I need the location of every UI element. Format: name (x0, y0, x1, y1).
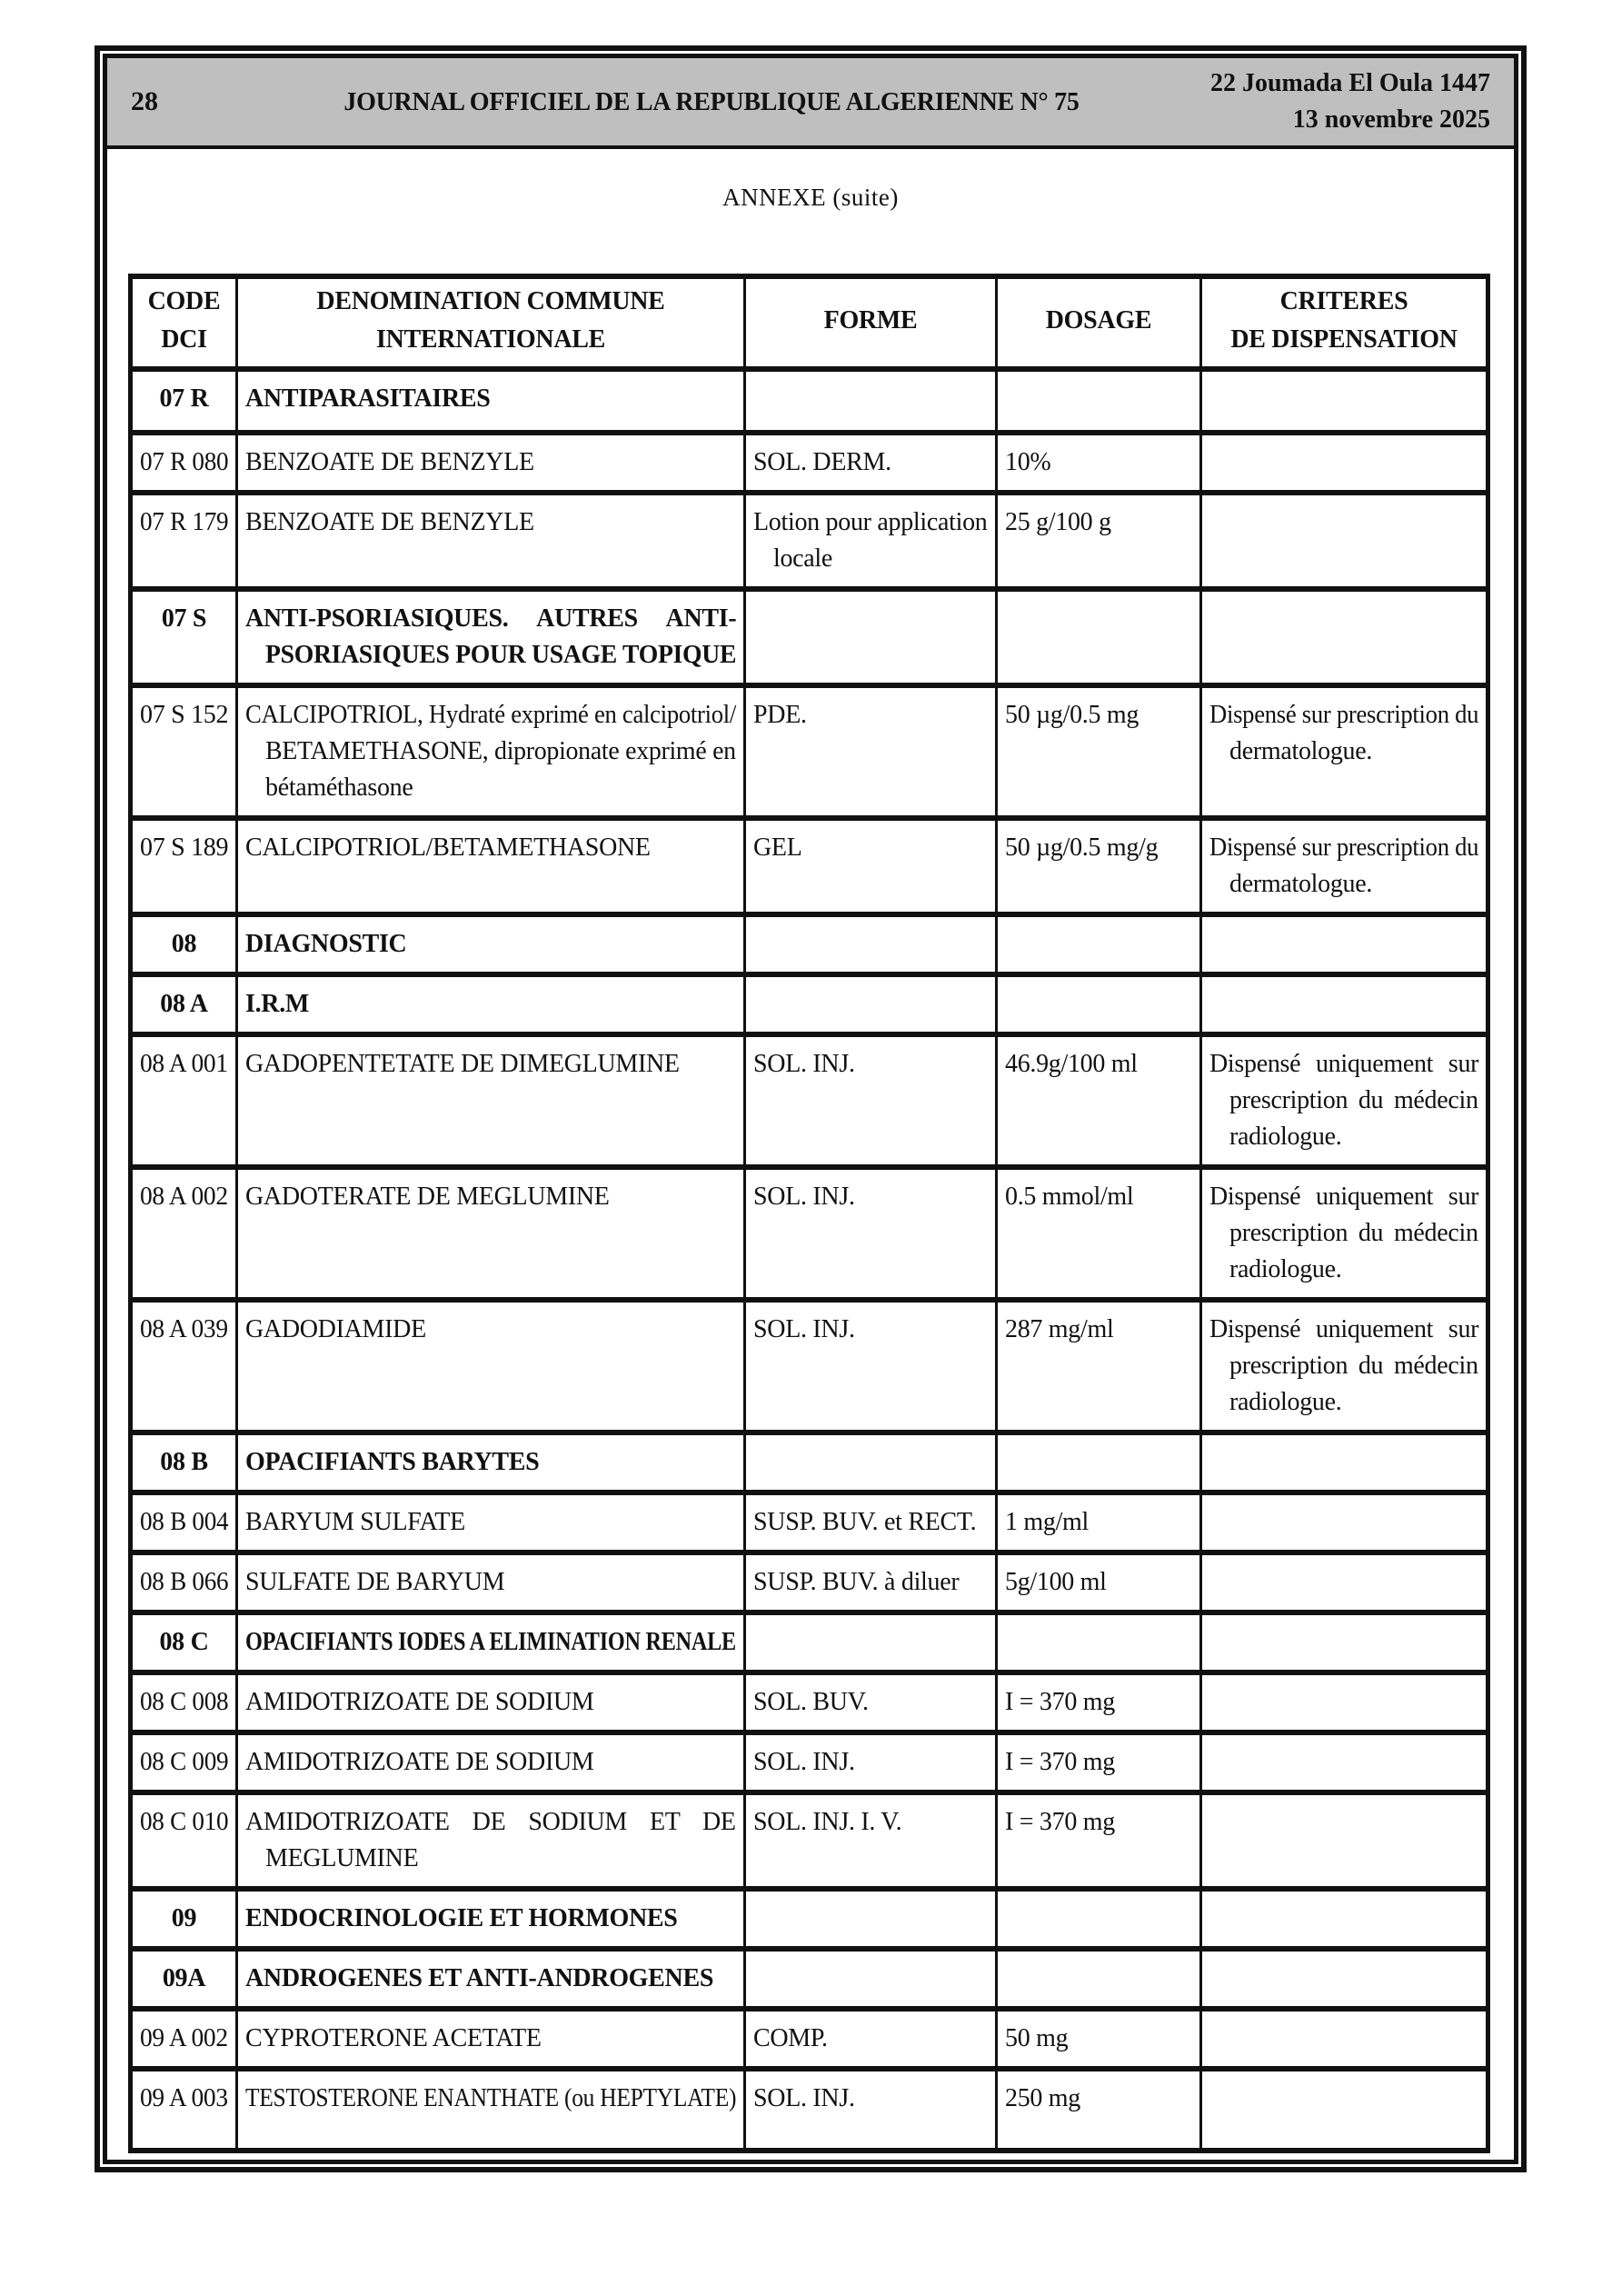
table-row (131, 1552, 1488, 1612)
criteres-cell (1201, 1492, 1488, 1552)
criteres-text: dermatologue. (1229, 737, 1373, 765)
forme-text: SOL. INJ. (753, 1050, 855, 1078)
code-text: 09 A 002 (140, 2024, 228, 2052)
dosage-cell (997, 1167, 1201, 1300)
header-denomination-line1: DENOMINATION COMMUNE (316, 287, 665, 315)
forme-cell (745, 1612, 997, 1672)
criteres-cell (1201, 589, 1488, 685)
section-row (131, 1612, 1488, 1672)
section-row (131, 1889, 1488, 1949)
forme-cell (745, 1792, 997, 1889)
dosage-text: 1 mg/ml (1005, 1508, 1090, 1536)
code-text: 07 R (159, 384, 209, 413)
code-cell (131, 1949, 237, 2009)
dosage-cell (997, 2009, 1201, 2069)
criteres-cell (1201, 1552, 1488, 1612)
criteres-text: Dispensé sur prescription du (1209, 701, 1479, 729)
code-text: 07 S 152 (140, 701, 229, 729)
code-text: 07 S 189 (140, 834, 229, 862)
dci-text: CALCIPOTRIOL/BETAMETHASONE (245, 834, 651, 862)
code-cell (131, 1492, 237, 1552)
code-cell (131, 1433, 237, 1492)
dosage-text: 0.5 mmol/ml (1005, 1183, 1134, 1211)
code-text: 07 R 080 (140, 448, 229, 476)
dosage-text: 50 µg/0.5 mg (1005, 701, 1139, 729)
forme-cell (745, 433, 997, 493)
dosage-cell (997, 369, 1201, 433)
criteres-text: radiologue. (1229, 1255, 1342, 1283)
criteres-cell (1201, 1034, 1488, 1167)
issue-dates (1210, 65, 1490, 138)
annexe-title: ANNEXE (suite) (722, 184, 899, 211)
dosage-cell (997, 1552, 1201, 1612)
forme-text: Lotion pour application (753, 508, 988, 536)
section-row (131, 1949, 1488, 2009)
forme-text: GEL (753, 834, 802, 862)
criteres-text: prescription du médecin (1229, 1086, 1478, 1114)
dosage-text: 50 mg (1005, 2024, 1069, 2052)
forme-cell (745, 974, 997, 1034)
code-cell (131, 369, 237, 433)
dci-text: GADODIAMIDE (245, 1315, 426, 1343)
forme-cell (745, 1300, 997, 1433)
forme-text: PDE. (753, 701, 807, 729)
code-text: 08 C 008 (140, 1688, 229, 1716)
criteres-cell (1201, 493, 1488, 589)
table-row (131, 493, 1488, 589)
table-row (131, 1792, 1488, 1889)
code-text: 09 (171, 1904, 197, 1932)
dosage-cell (997, 493, 1201, 589)
forme-cell (745, 914, 997, 974)
header-dosage (997, 276, 1201, 369)
code-text: 08 B 066 (140, 1568, 229, 1596)
dosage-text: 250 mg (1005, 2084, 1080, 2112)
dci-cell (237, 1889, 745, 1949)
table-row (131, 1167, 1488, 1300)
code-cell (131, 1167, 237, 1300)
dci-text: ANTI-PSORIASIQUES. AUTRES ANTI- (245, 604, 737, 633)
dosage-cell (997, 1300, 1201, 1433)
dci-text: OPACIFIANTS IODES A ELIMINATION RENALE (245, 1628, 736, 1656)
forme-cell (745, 1889, 997, 1949)
dci-text: OPACIFIANTS BARYTES (245, 1448, 540, 1476)
criteres-text: dermatologue. (1229, 870, 1373, 898)
dci-text: bétaméthasone (265, 774, 413, 802)
forme-cell (745, 589, 997, 685)
table-row (131, 1300, 1488, 1433)
page-border-outer (95, 45, 1527, 2172)
table-row (131, 1034, 1488, 1167)
code-text: 08 A 001 (140, 1050, 228, 1078)
forme-cell (745, 1949, 997, 2009)
dci-text: BETAMETHASONE, dipropionate exprimé en (265, 737, 736, 765)
header-code-dci (131, 276, 237, 369)
dci-cell (237, 1167, 745, 1300)
criteres-text: radiologue. (1229, 1388, 1342, 1416)
dosage-cell (997, 1492, 1201, 1552)
header-denomination-line2: INTERNATIONALE (376, 325, 605, 354)
dosage-cell (997, 914, 1201, 974)
code-text: 08 B 004 (140, 1508, 229, 1536)
dosage-text: 25 g/100 g (1005, 508, 1111, 536)
forme-text: SUSP. BUV. et RECT. (753, 1508, 977, 1536)
dci-cell (237, 685, 745, 818)
dci-text: CYPROTERONE ACETATE (245, 2024, 542, 2052)
dosage-cell (997, 818, 1201, 914)
dosage-text: I = 370 mg (1005, 1748, 1115, 1776)
code-text: 08 A (160, 990, 208, 1018)
code-cell (131, 914, 237, 974)
dci-cell (237, 369, 745, 433)
dci-cell (237, 1672, 745, 1732)
forme-text: SOL. INJ. (753, 1748, 855, 1776)
dosage-cell (997, 1672, 1201, 1732)
dci-cell (237, 1552, 745, 1612)
code-cell (131, 1300, 237, 1433)
dci-cell (237, 1792, 745, 1889)
header-dosage-label: DOSAGE (1045, 306, 1152, 334)
forme-cell (745, 1732, 997, 1792)
dci-text: I.R.M (245, 990, 310, 1018)
dci-text: SULFATE DE BARYUM (245, 1568, 505, 1596)
header-code-line2: DCI (161, 325, 207, 354)
dci-cell (237, 914, 745, 974)
criteres-cell (1201, 685, 1488, 818)
code-cell (131, 818, 237, 914)
criteres-cell (1201, 1732, 1488, 1792)
forme-text: SOL. INJ. (753, 1183, 855, 1211)
dci-text: BENZOATE DE BENZYLE (245, 448, 534, 476)
dci-text: AMIDOTRIZOATE DE SODIUM (245, 1688, 594, 1716)
dci-cell (237, 1949, 745, 2009)
table-body (131, 369, 1488, 2151)
code-text: 08 C (159, 1628, 209, 1656)
criteres-cell (1201, 433, 1488, 493)
dci-text: CALCIPOTRIOL, Hydraté exprimé en calcipotriol/ (245, 701, 737, 729)
code-cell (131, 1732, 237, 1792)
dosage-cell (997, 1889, 1201, 1949)
criteres-cell (1201, 1433, 1488, 1492)
criteres-cell (1201, 1792, 1488, 1889)
dci-cell (237, 589, 745, 685)
forme-text: locale (773, 544, 833, 573)
header-criteres-line1: CRITERES (1279, 287, 1408, 315)
dci-table (128, 274, 1490, 2153)
date-hijri: 22 Joumada El Oula 1447 (1209, 69, 1490, 97)
code-text: 08 A 039 (140, 1315, 228, 1343)
dosage-cell (997, 685, 1201, 818)
dci-cell (237, 1300, 745, 1433)
code-cell (131, 1612, 237, 1672)
criteres-text: prescription du médecin (1229, 1219, 1478, 1247)
code-cell (131, 493, 237, 589)
criteres-cell (1201, 1672, 1488, 1732)
dosage-cell (997, 2069, 1201, 2151)
table-row (131, 1732, 1488, 1792)
code-text: 08 (171, 930, 197, 958)
forme-cell (745, 1492, 997, 1552)
table-header-row (131, 276, 1488, 369)
criteres-cell (1201, 2009, 1488, 2069)
code-text: 09 A 003 (140, 2084, 228, 2112)
table-row (131, 1672, 1488, 1732)
dci-cell (237, 974, 745, 1034)
section-row (131, 974, 1488, 1034)
forme-text: SOL. DERM. (753, 448, 891, 476)
section-row (131, 589, 1488, 685)
header-forme (745, 276, 997, 369)
code-cell (131, 1792, 237, 1889)
code-cell (131, 1889, 237, 1949)
dosage-text: 46.9g/100 ml (1005, 1050, 1138, 1078)
dci-text: DIAGNOSTIC (245, 930, 407, 958)
forme-cell (745, 369, 997, 433)
code-cell (131, 2069, 237, 2151)
dosage-cell (997, 1612, 1201, 1672)
dci-text: ANDROGENES ET ANTI-ANDROGENES (245, 1964, 714, 1992)
forme-text: SOL. INJ. I. V. (753, 1808, 902, 1836)
journal-title: JOURNAL OFFICIEL DE LA REPUBLIQUE ALGERIENNE N° 75 (343, 87, 1080, 116)
forme-cell (745, 818, 997, 914)
dci-cell (237, 1433, 745, 1492)
forme-cell (745, 2069, 997, 2151)
table-row (131, 2069, 1488, 2151)
header-denomination (237, 276, 745, 369)
dosage-cell (997, 1792, 1201, 1889)
dci-text: MEGLUMINE (265, 1844, 419, 1872)
forme-cell (745, 493, 997, 589)
forme-cell (745, 1433, 997, 1492)
dci-text: AMIDOTRIZOATE DE SODIUM (245, 1748, 594, 1776)
table-header (131, 276, 1488, 369)
criteres-text: Dispensé uniquement sur (1209, 1183, 1479, 1211)
criteres-text: Dispensé sur prescription du (1209, 834, 1479, 862)
dosage-text: I = 370 mg (1005, 1688, 1115, 1716)
criteres-cell (1201, 1949, 1488, 2009)
criteres-text: radiologue. (1229, 1123, 1342, 1151)
dci-cell (237, 2009, 745, 2069)
dci-text: ANTIPARASITAIRES (245, 384, 491, 413)
header-criteres-line2: DE DISPENSATION (1230, 325, 1458, 354)
journal-header-bar (107, 58, 1514, 149)
code-text: 09A (162, 1964, 206, 1992)
criteres-cell (1201, 818, 1488, 914)
page-number: 28 (131, 86, 158, 116)
code-cell (131, 2009, 237, 2069)
dci-text: PSORIASIQUES POUR USAGE TOPIQUE (265, 641, 737, 669)
code-text: 08 C 010 (140, 1808, 229, 1836)
section-row (131, 1433, 1488, 1492)
forme-cell (745, 1672, 997, 1732)
dci-cell (237, 1732, 745, 1792)
forme-cell (745, 685, 997, 818)
criteres-cell (1201, 1167, 1488, 1300)
forme-text: SUSP. BUV. à diluer (753, 1568, 960, 1596)
dosage-cell (997, 1949, 1201, 2009)
date-gregorian: 13 novembre 2025 (1292, 105, 1490, 134)
forme-cell (745, 1552, 997, 1612)
forme-text: COMP. (753, 2024, 828, 2052)
dci-text: BENZOATE DE BENZYLE (245, 508, 534, 536)
dosage-text: I = 370 mg (1005, 1808, 1115, 1836)
forme-text: SOL. INJ. (753, 2084, 855, 2112)
criteres-cell (1201, 1300, 1488, 1433)
dosage-text: 50 µg/0.5 mg/g (1005, 834, 1159, 862)
dci-cell (237, 1492, 745, 1552)
table-row (131, 2009, 1488, 2069)
dosage-cell (997, 589, 1201, 685)
section-row (131, 914, 1488, 974)
journal-title-wrap (213, 85, 1210, 119)
code-text: 08 B (160, 1448, 208, 1476)
header-forme-label: FORME (823, 306, 918, 334)
dci-cell (237, 2069, 745, 2151)
dci-text: GADOPENTETATE DE DIMEGLUMINE (245, 1050, 680, 1078)
forme-text: SOL. INJ. (753, 1315, 855, 1343)
criteres-text: prescription du médecin (1229, 1352, 1478, 1380)
code-cell (131, 433, 237, 493)
criteres-cell (1201, 369, 1488, 433)
code-text: 07 S (161, 604, 207, 633)
table-row (131, 818, 1488, 914)
dci-cell (237, 818, 745, 914)
dci-cell (237, 1034, 745, 1167)
dci-text: AMIDOTRIZOATE DE SODIUM ET DE (245, 1808, 736, 1836)
dosage-cell (997, 974, 1201, 1034)
code-cell (131, 1672, 237, 1732)
forme-cell (745, 1034, 997, 1167)
code-cell (131, 1034, 237, 1167)
dci-cell (237, 433, 745, 493)
code-cell (131, 1552, 237, 1612)
dosage-text: 10% (1005, 448, 1051, 476)
table-row (131, 433, 1488, 493)
criteres-text: Dispensé uniquement sur (1209, 1050, 1479, 1078)
dci-text: BARYUM SULFATE (245, 1508, 465, 1536)
dci-cell (237, 493, 745, 589)
criteres-cell (1201, 914, 1488, 974)
criteres-cell (1201, 1889, 1488, 1949)
dosage-text: 287 mg/ml (1005, 1315, 1114, 1343)
dosage-cell (997, 1433, 1201, 1492)
forme-cell (745, 2009, 997, 2069)
criteres-cell (1201, 2069, 1488, 2151)
dosage-cell (997, 1034, 1201, 1167)
dci-text: GADOTERATE DE MEGLUMINE (245, 1183, 610, 1211)
code-cell (131, 685, 237, 818)
code-cell (131, 589, 237, 685)
forme-cell (745, 1167, 997, 1300)
header-criteres (1201, 276, 1488, 369)
section-row (131, 369, 1488, 433)
dosage-cell (997, 433, 1201, 493)
table-row (131, 685, 1488, 818)
criteres-text: Dispensé uniquement sur (1209, 1315, 1479, 1343)
dci-text: TESTOSTERONE ENANTHATE (ou HEPTYLATE) (245, 2084, 737, 2112)
header-code-line1: CODE (147, 287, 221, 315)
dosage-cell (997, 1732, 1201, 1792)
code-cell (131, 974, 237, 1034)
criteres-cell (1201, 974, 1488, 1034)
criteres-cell (1201, 1612, 1488, 1672)
code-text: 07 R 179 (140, 508, 229, 536)
table-row (131, 1492, 1488, 1552)
code-text: 08 C 009 (140, 1748, 229, 1776)
code-text: 08 A 002 (140, 1183, 228, 1211)
page-border-inner (103, 54, 1518, 2164)
dosage-text: 5g/100 ml (1005, 1568, 1107, 1596)
forme-text: SOL. BUV. (753, 1688, 869, 1716)
dci-cell (237, 1612, 745, 1672)
dci-text: ENDOCRINOLOGIE ET HORMONES (245, 1904, 678, 1932)
